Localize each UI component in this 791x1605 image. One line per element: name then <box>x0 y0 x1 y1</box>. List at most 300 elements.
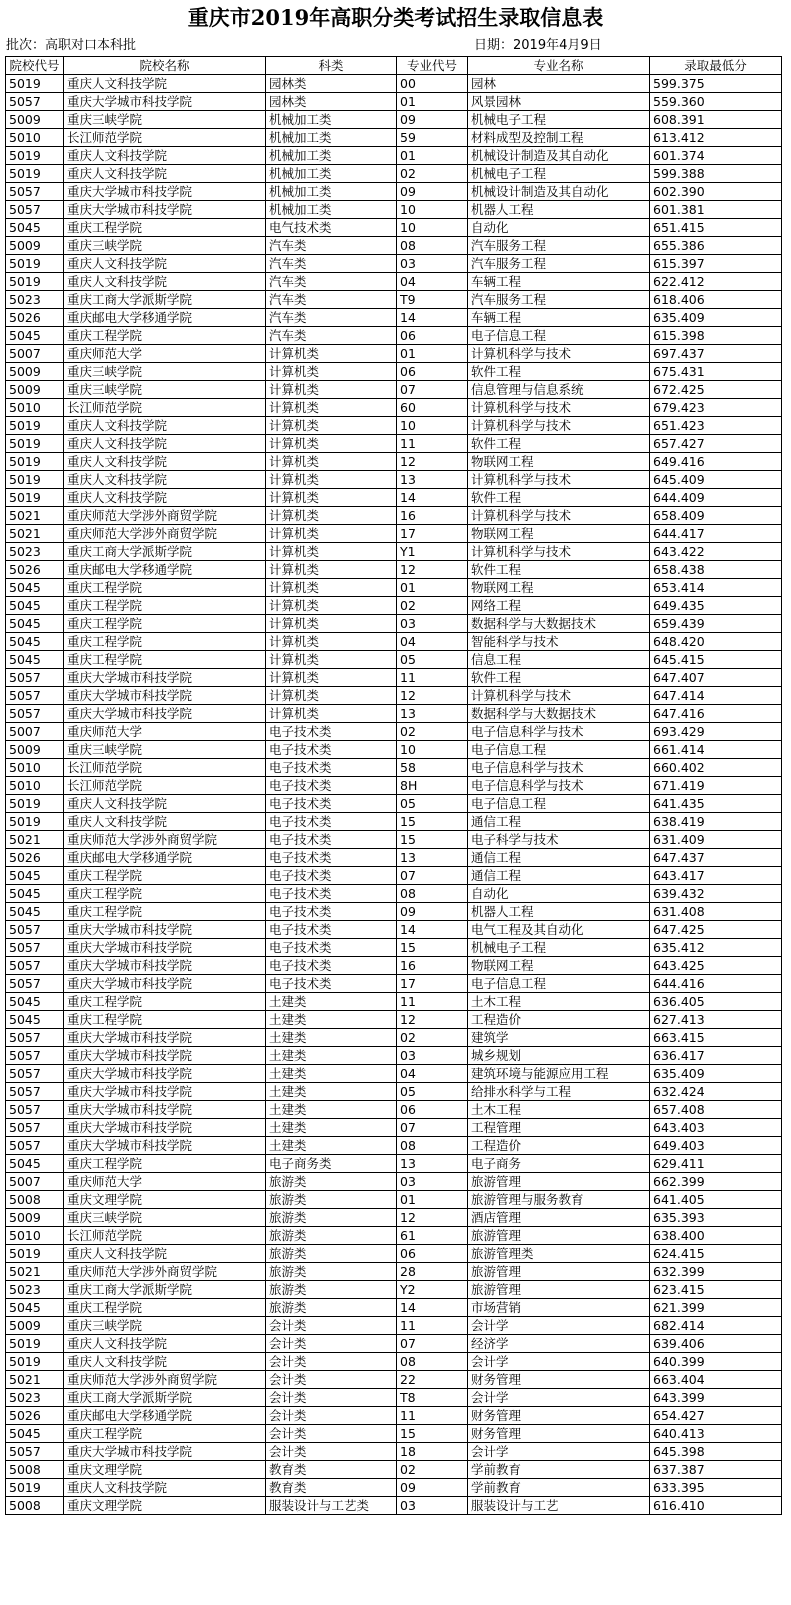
cell-major-code: 58 <box>397 759 468 777</box>
cell-major-code: 13 <box>397 471 468 489</box>
cell-min-score: 643.403 <box>650 1119 782 1137</box>
cell-min-score: 643.425 <box>650 957 782 975</box>
cell-major-name: 市场营销 <box>468 1299 650 1317</box>
table-row <box>6 183 782 201</box>
cell-school-code: 5045 <box>6 1155 64 1173</box>
cell-major-code: 08 <box>397 1137 468 1155</box>
cell-min-score: 635.412 <box>650 939 782 957</box>
cell-category: 土建类 <box>266 1029 397 1047</box>
cell-school-name: 重庆工商大学派斯学院 <box>64 543 266 561</box>
table-header-row <box>6 57 782 75</box>
cell-major-code: 06 <box>397 1101 468 1119</box>
table-row <box>6 1011 782 1029</box>
cell-min-score: 643.399 <box>650 1389 782 1407</box>
cell-school-name: 重庆工程学院 <box>64 633 266 651</box>
cell-school-code: 5045 <box>6 219 64 237</box>
cell-major-name: 会计学 <box>468 1389 650 1407</box>
cell-school-name: 重庆大学城市科技学院 <box>64 669 266 687</box>
cell-major-name: 财务管理 <box>468 1407 650 1425</box>
cell-major-code: 13 <box>397 705 468 723</box>
cell-major-name: 机械设计制造及其自动化 <box>468 183 650 201</box>
cell-school-code: 5057 <box>6 1065 64 1083</box>
table-row <box>6 1245 782 1263</box>
cell-school-name: 重庆人文科技学院 <box>64 435 266 453</box>
cell-min-score: 632.399 <box>650 1263 782 1281</box>
cell-school-code: 5045 <box>6 1011 64 1029</box>
cell-min-score: 629.411 <box>650 1155 782 1173</box>
cell-major-code: 05 <box>397 651 468 669</box>
table-row <box>6 1047 782 1065</box>
cell-major-code: 09 <box>397 1479 468 1497</box>
cell-min-score: 663.415 <box>650 1029 782 1047</box>
cell-major-code: 14 <box>397 1299 468 1317</box>
cell-min-score: 663.404 <box>650 1371 782 1389</box>
table-row <box>6 597 782 615</box>
cell-major-code: 04 <box>397 633 468 651</box>
cell-min-score: 658.409 <box>650 507 782 525</box>
cell-major-code: 15 <box>397 1425 468 1443</box>
cell-school-code: 5010 <box>6 759 64 777</box>
cell-major-name: 通信工程 <box>468 867 650 885</box>
header-major-name: 专业名称 <box>468 57 650 75</box>
cell-min-score: 638.400 <box>650 1227 782 1245</box>
cell-school-code: 5019 <box>6 1353 64 1371</box>
cell-min-score: 599.388 <box>650 165 782 183</box>
cell-major-name: 风景园林 <box>468 93 650 111</box>
cell-school-code: 5057 <box>6 183 64 201</box>
cell-school-code: 5045 <box>6 597 64 615</box>
cell-major-name: 软件工程 <box>468 363 650 381</box>
cell-school-name: 重庆工程学院 <box>64 903 266 921</box>
cell-school-name: 重庆大学城市科技学院 <box>64 705 266 723</box>
cell-major-name: 汽车服务工程 <box>468 255 650 273</box>
cell-school-name: 重庆大学城市科技学院 <box>64 1029 266 1047</box>
cell-major-code: 12 <box>397 1011 468 1029</box>
cell-category: 机械加工类 <box>266 201 397 219</box>
cell-major-name: 数据科学与大数据技术 <box>468 705 650 723</box>
cell-school-name: 重庆工程学院 <box>64 1299 266 1317</box>
cell-major-code: 05 <box>397 795 468 813</box>
cell-major-name: 学前教育 <box>468 1461 650 1479</box>
table-row <box>6 165 782 183</box>
table-row <box>6 237 782 255</box>
cell-school-code: 5019 <box>6 795 64 813</box>
cell-major-code: 10 <box>397 201 468 219</box>
cell-category: 旅游类 <box>266 1245 397 1263</box>
cell-major-name: 通信工程 <box>468 813 650 831</box>
cell-school-name: 重庆人文科技学院 <box>64 471 266 489</box>
cell-major-name: 电子商务 <box>468 1155 650 1173</box>
cell-school-name: 重庆人文科技学院 <box>64 255 266 273</box>
cell-category: 土建类 <box>266 1011 397 1029</box>
cell-min-score: 639.406 <box>650 1335 782 1353</box>
cell-major-code: Y2 <box>397 1281 468 1299</box>
table-row <box>6 813 782 831</box>
cell-min-score: 651.423 <box>650 417 782 435</box>
cell-major-code: 12 <box>397 453 468 471</box>
cell-category: 电气技术类 <box>266 219 397 237</box>
cell-major-code: 08 <box>397 1353 468 1371</box>
cell-category: 电子技术类 <box>266 939 397 957</box>
table-row <box>6 381 782 399</box>
cell-school-code: 5045 <box>6 903 64 921</box>
cell-school-code: 5009 <box>6 1317 64 1335</box>
cell-school-code: 5057 <box>6 1119 64 1137</box>
cell-major-name: 酒店管理 <box>468 1209 650 1227</box>
cell-major-code: T8 <box>397 1389 468 1407</box>
cell-min-score: 636.417 <box>650 1047 782 1065</box>
admission-table <box>5 56 782 1515</box>
cell-min-score: 647.425 <box>650 921 782 939</box>
table-row <box>6 507 782 525</box>
cell-major-code: 03 <box>397 1047 468 1065</box>
cell-category: 计算机类 <box>266 705 397 723</box>
table-row <box>6 345 782 363</box>
cell-category: 电子技术类 <box>266 903 397 921</box>
cell-category: 电子商务类 <box>266 1155 397 1173</box>
cell-major-name: 电子信息工程 <box>468 741 650 759</box>
cell-min-score: 636.405 <box>650 993 782 1011</box>
cell-school-name: 重庆邮电大学移通学院 <box>64 561 266 579</box>
table-row <box>6 1299 782 1317</box>
cell-school-name: 重庆师范大学涉外商贸学院 <box>64 525 266 543</box>
cell-category: 会计类 <box>266 1425 397 1443</box>
cell-school-name: 重庆大学城市科技学院 <box>64 921 266 939</box>
cell-major-name: 电子信息科学与技术 <box>468 777 650 795</box>
cell-min-score: 659.439 <box>650 615 782 633</box>
cell-category: 计算机类 <box>266 561 397 579</box>
cell-major-code: 8H <box>397 777 468 795</box>
cell-major-name: 会计学 <box>468 1443 650 1461</box>
cell-school-code: 5057 <box>6 669 64 687</box>
cell-category: 计算机类 <box>266 345 397 363</box>
cell-category: 旅游类 <box>266 1299 397 1317</box>
cell-major-code: 09 <box>397 111 468 129</box>
cell-min-score: 639.432 <box>650 885 782 903</box>
table-row <box>6 1407 782 1425</box>
cell-major-name: 工程管理 <box>468 1119 650 1137</box>
cell-school-code: 5045 <box>6 1299 64 1317</box>
cell-major-code: 14 <box>397 489 468 507</box>
cell-major-name: 计算机科学与技术 <box>468 417 650 435</box>
cell-school-code: 5023 <box>6 1281 64 1299</box>
cell-category: 教育类 <box>266 1461 397 1479</box>
cell-major-code: 02 <box>397 723 468 741</box>
cell-major-code: 01 <box>397 1191 468 1209</box>
cell-school-name: 重庆大学城市科技学院 <box>64 1047 266 1065</box>
cell-major-code: 15 <box>397 939 468 957</box>
cell-category: 旅游类 <box>266 1191 397 1209</box>
cell-school-code: 5010 <box>6 399 64 417</box>
cell-min-score: 641.405 <box>650 1191 782 1209</box>
cell-min-score: 647.416 <box>650 705 782 723</box>
cell-major-name: 服装设计与工艺 <box>468 1497 650 1515</box>
cell-min-score: 640.399 <box>650 1353 782 1371</box>
cell-major-name: 软件工程 <box>468 435 650 453</box>
cell-major-name: 信息管理与信息系统 <box>468 381 650 399</box>
cell-school-code: 5021 <box>6 831 64 849</box>
table-row <box>6 939 782 957</box>
cell-school-name: 重庆人文科技学院 <box>64 165 266 183</box>
cell-major-name: 软件工程 <box>468 561 650 579</box>
cell-school-name: 重庆工程学院 <box>64 993 266 1011</box>
cell-min-score: 644.409 <box>650 489 782 507</box>
cell-school-code: 5021 <box>6 1371 64 1389</box>
cell-major-code: 02 <box>397 165 468 183</box>
cell-category: 电子技术类 <box>266 921 397 939</box>
cell-school-code: 5026 <box>6 561 64 579</box>
cell-min-score: 644.416 <box>650 975 782 993</box>
cell-min-score: 631.408 <box>650 903 782 921</box>
cell-major-name: 软件工程 <box>468 669 650 687</box>
cell-major-name: 计算机科学与技术 <box>468 507 650 525</box>
cell-school-name: 重庆工程学院 <box>64 867 266 885</box>
cell-school-name: 重庆大学城市科技学院 <box>64 1443 266 1461</box>
cell-major-code: 09 <box>397 183 468 201</box>
cell-school-name: 重庆文理学院 <box>64 1191 266 1209</box>
cell-school-name: 重庆人文科技学院 <box>64 1353 266 1371</box>
cell-min-score: 599.375 <box>650 75 782 93</box>
cell-major-name: 电气工程及其自动化 <box>468 921 650 939</box>
cell-major-code: 22 <box>397 1371 468 1389</box>
cell-school-name: 重庆工程学院 <box>64 1155 266 1173</box>
cell-school-name: 重庆工商大学派斯学院 <box>64 1389 266 1407</box>
table-row <box>6 255 782 273</box>
cell-school-name: 重庆三峡学院 <box>64 111 266 129</box>
cell-major-name: 计算机科学与技术 <box>468 543 650 561</box>
cell-school-name: 重庆人文科技学院 <box>64 273 266 291</box>
cell-major-code: 06 <box>397 327 468 345</box>
cell-category: 土建类 <box>266 1065 397 1083</box>
cell-school-code: 5009 <box>6 741 64 759</box>
table-row <box>6 849 782 867</box>
cell-major-name: 计算机科学与技术 <box>468 471 650 489</box>
table-row <box>6 1371 782 1389</box>
cell-category: 汽车类 <box>266 273 397 291</box>
cell-min-score: 645.409 <box>650 471 782 489</box>
cell-school-code: 5009 <box>6 111 64 129</box>
cell-major-code: 59 <box>397 129 468 147</box>
cell-min-score: 640.413 <box>650 1425 782 1443</box>
cell-min-score: 601.374 <box>650 147 782 165</box>
cell-major-name: 物联网工程 <box>468 579 650 597</box>
cell-major-code: 14 <box>397 309 468 327</box>
cell-min-score: 645.415 <box>650 651 782 669</box>
cell-category: 土建类 <box>266 1083 397 1101</box>
cell-min-score: 672.425 <box>650 381 782 399</box>
cell-category: 汽车类 <box>266 309 397 327</box>
cell-school-code: 5007 <box>6 1173 64 1191</box>
cell-school-name: 重庆大学城市科技学院 <box>64 1065 266 1083</box>
cell-school-code: 5057 <box>6 939 64 957</box>
table-row <box>6 1065 782 1083</box>
cell-major-code: 13 <box>397 1155 468 1173</box>
cell-major-code: 03 <box>397 615 468 633</box>
cell-min-score: 647.414 <box>650 687 782 705</box>
cell-major-name: 网络工程 <box>468 597 650 615</box>
table-row <box>6 1443 782 1461</box>
cell-major-name: 旅游管理 <box>468 1227 650 1245</box>
cell-category: 旅游类 <box>266 1173 397 1191</box>
table-row <box>6 741 782 759</box>
cell-min-score: 658.438 <box>650 561 782 579</box>
cell-min-score: 635.393 <box>650 1209 782 1227</box>
cell-min-score: 647.437 <box>650 849 782 867</box>
cell-major-name: 城乡规划 <box>468 1047 650 1065</box>
cell-school-code: 5023 <box>6 291 64 309</box>
table-row <box>6 1155 782 1173</box>
cell-school-name: 重庆师范大学涉外商贸学院 <box>64 831 266 849</box>
cell-category: 计算机类 <box>266 669 397 687</box>
cell-category: 机械加工类 <box>266 129 397 147</box>
cell-major-name: 给排水科学与工程 <box>468 1083 650 1101</box>
cell-major-name: 土木工程 <box>468 993 650 1011</box>
cell-major-code: 04 <box>397 1065 468 1083</box>
cell-major-code: 18 <box>397 1443 468 1461</box>
cell-min-score: 682.414 <box>650 1317 782 1335</box>
cell-school-code: 5007 <box>6 723 64 741</box>
cell-school-code: 5010 <box>6 129 64 147</box>
cell-school-code: 5021 <box>6 1263 64 1281</box>
cell-major-name: 通信工程 <box>468 849 650 867</box>
cell-major-name: 电子科学与技术 <box>468 831 650 849</box>
header-major-code: 专业代号 <box>397 57 468 75</box>
cell-category: 园林类 <box>266 75 397 93</box>
cell-min-score: 653.414 <box>650 579 782 597</box>
cell-school-code: 5026 <box>6 1407 64 1425</box>
cell-min-score: 675.431 <box>650 363 782 381</box>
header-min-score: 录取最低分 <box>650 57 782 75</box>
cell-major-code: 02 <box>397 1461 468 1479</box>
cell-min-score: 635.409 <box>650 1065 782 1083</box>
cell-min-score: 616.410 <box>650 1497 782 1515</box>
cell-major-name: 经济学 <box>468 1335 650 1353</box>
cell-min-score: 643.417 <box>650 867 782 885</box>
cell-school-code: 5009 <box>6 363 64 381</box>
cell-category: 计算机类 <box>266 399 397 417</box>
cell-school-name: 重庆工程学院 <box>64 885 266 903</box>
table-row <box>6 1029 782 1047</box>
cell-major-code: 06 <box>397 363 468 381</box>
cell-category: 电子技术类 <box>266 813 397 831</box>
cell-major-code: 06 <box>397 1245 468 1263</box>
cell-school-name: 重庆人文科技学院 <box>64 1335 266 1353</box>
cell-school-name: 重庆邮电大学移通学院 <box>64 309 266 327</box>
cell-min-score: 602.390 <box>650 183 782 201</box>
cell-min-score: 679.423 <box>650 399 782 417</box>
cell-school-name: 重庆人文科技学院 <box>64 1479 266 1497</box>
cell-category: 计算机类 <box>266 471 397 489</box>
cell-major-code: 10 <box>397 741 468 759</box>
table-body <box>6 75 782 1515</box>
cell-major-name: 旅游管理 <box>468 1281 650 1299</box>
table-row <box>6 1263 782 1281</box>
cell-category: 土建类 <box>266 1047 397 1065</box>
cell-category: 计算机类 <box>266 489 397 507</box>
cell-school-code: 5021 <box>6 507 64 525</box>
header-category: 科类 <box>266 57 397 75</box>
table-row <box>6 579 782 597</box>
cell-min-score: 651.415 <box>650 219 782 237</box>
table-row <box>6 1137 782 1155</box>
table-row <box>6 1119 782 1137</box>
cell-school-name: 重庆人文科技学院 <box>64 813 266 831</box>
table-row <box>6 93 782 111</box>
cell-min-score: 618.406 <box>650 291 782 309</box>
cell-category: 计算机类 <box>266 579 397 597</box>
cell-major-name: 电子信息工程 <box>468 975 650 993</box>
table-row <box>6 309 782 327</box>
cell-major-name: 自动化 <box>468 219 650 237</box>
cell-school-code: 5008 <box>6 1497 64 1515</box>
table-row <box>6 1497 782 1515</box>
header-school-name: 院校名称 <box>64 57 266 75</box>
cell-school-code: 5009 <box>6 237 64 255</box>
cell-category: 计算机类 <box>266 525 397 543</box>
cell-category: 计算机类 <box>266 435 397 453</box>
cell-major-name: 计算机科学与技术 <box>468 399 650 417</box>
cell-category: 计算机类 <box>266 417 397 435</box>
cell-category: 会计类 <box>266 1443 397 1461</box>
cell-category: 汽车类 <box>266 291 397 309</box>
cell-category: 电子技术类 <box>266 849 397 867</box>
cell-min-score: 624.415 <box>650 1245 782 1263</box>
cell-school-name: 长江师范学院 <box>64 759 266 777</box>
cell-major-code: 12 <box>397 561 468 579</box>
table-row <box>6 795 782 813</box>
cell-school-code: 5019 <box>6 471 64 489</box>
cell-school-name: 重庆师范大学涉外商贸学院 <box>64 1263 266 1281</box>
cell-category: 土建类 <box>266 1119 397 1137</box>
cell-category: 园林类 <box>266 93 397 111</box>
cell-category: 电子技术类 <box>266 741 397 759</box>
cell-school-code: 5045 <box>6 615 64 633</box>
cell-min-score: 662.399 <box>650 1173 782 1191</box>
cell-school-code: 5009 <box>6 381 64 399</box>
cell-school-code: 5045 <box>6 1425 64 1443</box>
cell-school-name: 重庆工程学院 <box>64 219 266 237</box>
cell-major-code: 02 <box>397 1029 468 1047</box>
table-row <box>6 957 782 975</box>
cell-school-code: 5057 <box>6 975 64 993</box>
table-row <box>6 831 782 849</box>
cell-school-code: 5045 <box>6 633 64 651</box>
cell-school-code: 5057 <box>6 1029 64 1047</box>
cell-school-name: 重庆大学城市科技学院 <box>64 975 266 993</box>
cell-major-code: 07 <box>397 867 468 885</box>
cell-school-code: 5019 <box>6 1479 64 1497</box>
cell-school-name: 重庆大学城市科技学院 <box>64 939 266 957</box>
cell-category: 电子技术类 <box>266 975 397 993</box>
cell-school-name: 重庆人文科技学院 <box>64 417 266 435</box>
cell-major-code: Y1 <box>397 543 468 561</box>
cell-school-name: 长江师范学院 <box>64 399 266 417</box>
cell-school-code: 5019 <box>6 75 64 93</box>
cell-major-code: 07 <box>397 1119 468 1137</box>
cell-school-name: 重庆三峡学院 <box>64 1317 266 1335</box>
cell-major-name: 汽车服务工程 <box>468 291 650 309</box>
table-row <box>6 435 782 453</box>
cell-major-name: 园林 <box>468 75 650 93</box>
cell-school-code: 5019 <box>6 435 64 453</box>
cell-min-score: 671.419 <box>650 777 782 795</box>
cell-school-name: 重庆工商大学派斯学院 <box>64 291 266 309</box>
cell-school-name: 重庆师范大学 <box>64 345 266 363</box>
cell-school-name: 重庆大学城市科技学院 <box>64 687 266 705</box>
cell-school-name: 重庆大学城市科技学院 <box>64 93 266 111</box>
cell-school-name: 重庆三峡学院 <box>64 381 266 399</box>
table-row <box>6 543 782 561</box>
